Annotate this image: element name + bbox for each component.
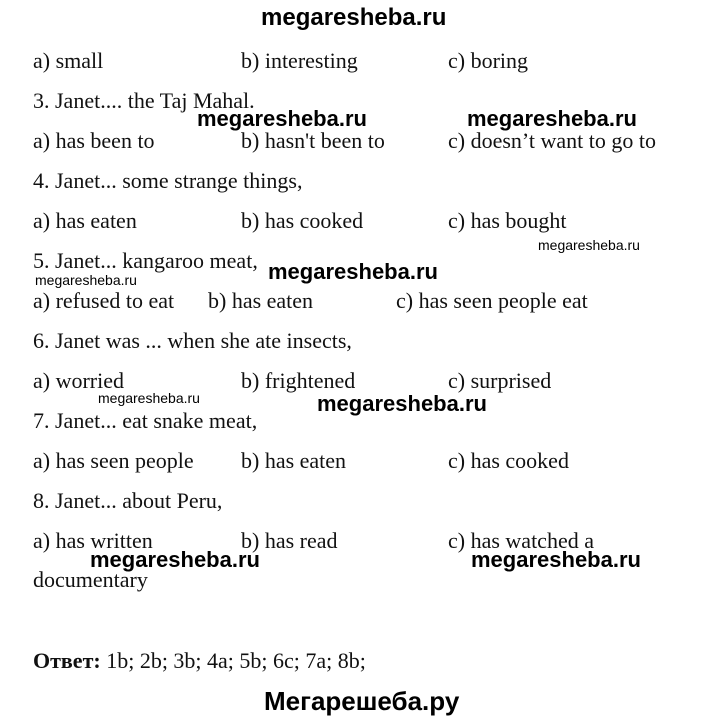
watermark: megaresheba.ru — [268, 259, 438, 284]
q8-option-c-continuation: documentary — [33, 567, 148, 592]
q7-option-a: a) has seen people — [33, 448, 194, 473]
watermark: megaresheba.ru — [317, 391, 487, 416]
q8-option-b: b) has read — [241, 528, 338, 553]
q4-option-c: c) has bought — [448, 208, 567, 233]
q8-option-a: a) has written — [33, 528, 153, 553]
q2-option-c: c) boring — [448, 48, 529, 73]
watermark: megaresheba.ru — [471, 547, 641, 572]
q4-option-a: a) has eaten — [33, 208, 137, 233]
q3-option-b: b) hasn't been to — [241, 128, 385, 153]
answer-label: Ответ: — [33, 648, 101, 673]
watermark: megaresheba.ru — [90, 547, 260, 572]
header-site-title: megaresheba.ru — [261, 4, 447, 31]
watermark: megaresheba.ru — [98, 390, 200, 406]
footer-site-title: Мегарешеба.ру — [264, 686, 460, 716]
q8-option-c: c) has watched a — [448, 528, 594, 553]
q5-question: 5. Janet... kangaroo meat, — [33, 248, 258, 273]
q6-option-a: a) worried — [33, 368, 125, 393]
q6-option-b: b) frightened — [241, 368, 356, 393]
watermark: megaresheba.ru — [35, 272, 137, 288]
q2-option-a: a) small — [33, 48, 104, 73]
q3-option-a: a) has been to — [33, 128, 155, 153]
q2-option-b: b) interesting — [241, 48, 358, 73]
q7-question: 7. Janet... eat snake meat, — [33, 408, 258, 433]
answer-line — [33, 650, 366, 672]
answer-value: 1b; 2b; 3b; 4a; 5b; 6c; 7a; 8b; — [100, 648, 366, 673]
q5-option-b: b) has eaten — [208, 288, 314, 313]
watermark: megaresheba.ru — [467, 106, 637, 131]
q5-option-c: c) has seen people eat — [396, 288, 588, 313]
q6-question: 6. Janet was ... when she ate insects, — [33, 328, 352, 353]
q8-question: 8. Janet... about Peru, — [33, 488, 223, 513]
q3-option-c: c) doesn’t want to go to — [448, 128, 656, 153]
q3-question: 3. Janet.... the Taj Mahal. — [33, 88, 255, 113]
q7-option-c: c) has cooked — [448, 448, 569, 473]
q6-option-c: c) surprised — [448, 368, 552, 393]
q5-option-a: a) refused to eat — [33, 288, 175, 313]
q7-option-b: b) has eaten — [241, 448, 347, 473]
q4-option-b: b) has cooked — [241, 208, 364, 233]
watermark: megaresheba.ru — [538, 237, 640, 253]
watermark: megaresheba.ru — [197, 106, 367, 131]
q4-question: 4. Janet... some strange things, — [33, 168, 303, 193]
